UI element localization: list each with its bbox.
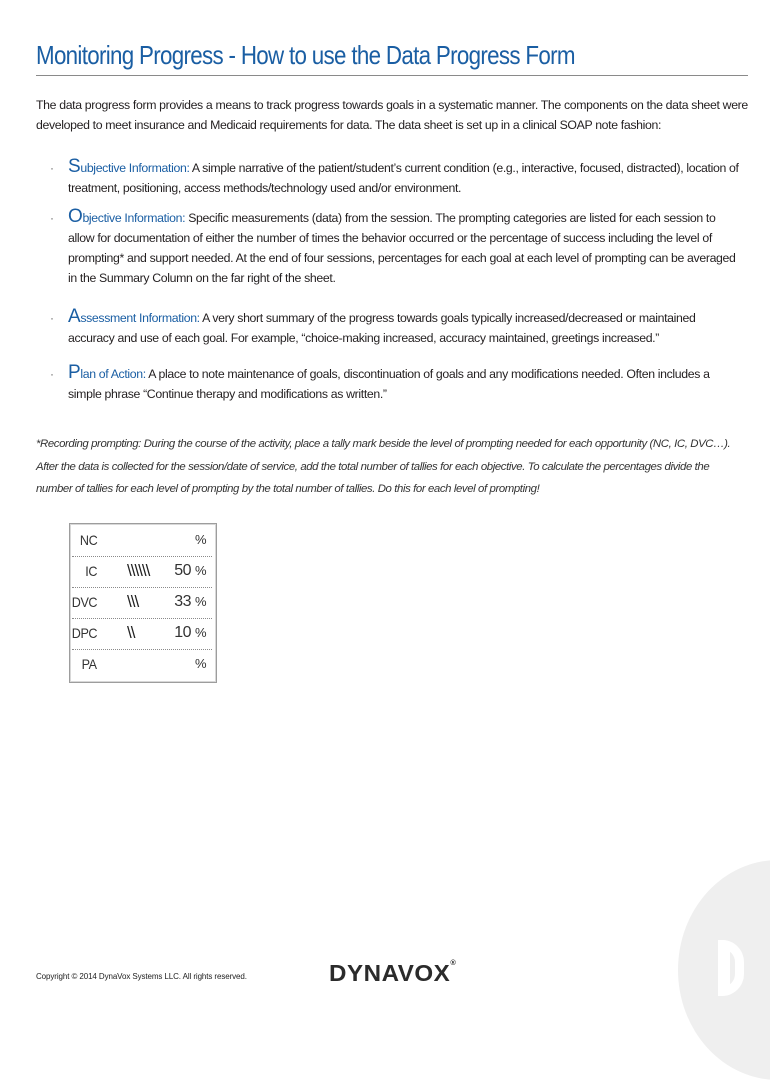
bullet-initial: A	[68, 306, 81, 327]
bullet-dot-icon: ·	[50, 161, 54, 175]
intro-paragraph	[36, 95, 748, 135]
intro-soap: SOAP	[559, 118, 593, 132]
registered-mark: ®	[450, 960, 457, 967]
intro-text-1: The data progress form provides a means to track progress towards goals in a systematic manner. The components on the data sheet were developed to meet insurance and Medicaid requirements for data. The data sheet is set up in a clinical	[36, 98, 748, 132]
percent-sign: %	[194, 532, 206, 547]
percent-sign: %	[194, 625, 206, 640]
bullet-label: ubjective Information:	[80, 161, 190, 175]
bullet-text: Specific measurements (data) from the session. The prompting categories are listed for each session to allow for documentation of either the number of times the behavior occurred or the percentage of success including the level of prompting* and support needed. At the end of four sessions, percentages for each goal at each level of prompting can be averaged in the Summary Column on the far right of the sheet.	[68, 211, 736, 285]
tally-row-pa	[72, 650, 212, 680]
tally-level: DPC	[71, 625, 97, 641]
tally-row-ic	[72, 557, 212, 588]
bullet-assessment	[50, 308, 740, 348]
tally-marks: \\\\\\	[127, 561, 150, 580]
bullet-initial: P	[68, 362, 81, 383]
percent-sign: %	[194, 656, 206, 671]
bullet-subjective	[50, 158, 740, 198]
dynavox-watermark-icon	[678, 860, 770, 1080]
tally-level: IC	[85, 563, 97, 579]
bullet-label: bjective Information:	[82, 211, 186, 225]
copyright-text: Copyright © 2014 DynaVox Systems LLC. All rights reserved.	[36, 972, 247, 981]
bullet-text: A simple narrative of the patient/student’s current condition (e.g., interactive, focused, distracted), location of treatment, positioning, access methods/technology used and/or environment.	[68, 161, 739, 195]
tally-percent	[174, 593, 206, 611]
bullet-initial: O	[68, 206, 83, 227]
percent-sign: %	[194, 563, 206, 578]
tally-row-dvc	[72, 588, 212, 619]
tally-table	[69, 523, 217, 683]
tally-marks: \\\	[127, 592, 139, 611]
tally-level: PA	[82, 656, 97, 672]
page-title: Monitoring Progress - How to use the Data Progress Form	[36, 40, 575, 70]
bullet-plan	[50, 364, 740, 404]
prompting-note: *Recording prompting: During the course of the activity, place a tally mark beside the level of prompting needed for each opportunity (NC, IC, DVC…). After the data is collected for the session/date of service, add the total number of tallies for each objective. To calculate the percentages divide the number of tallies for each level of prompting by the total number of tallies. Do this for each level of prompting!	[36, 438, 731, 495]
tally-percent	[174, 624, 206, 642]
bullet-initial: S	[68, 156, 81, 177]
tally-percent	[195, 531, 206, 549]
tally-level: DVC	[71, 594, 97, 610]
bullet-dot-icon: ·	[50, 211, 54, 225]
watermark-d-icon	[718, 940, 744, 996]
tally-row-dpc	[72, 619, 212, 650]
bullet-text: A very short summary of the progress towards goals typically increased/decreased or maintained accuracy and use of each goal. For example, “choice-making increased, accuracy maintained, greetings increased.”	[68, 311, 696, 345]
tally-value: 10	[174, 624, 191, 641]
percent-sign: %	[194, 594, 206, 609]
tally-percent	[174, 562, 206, 580]
bullet-dot-icon: ·	[50, 311, 54, 325]
tally-percent	[195, 655, 206, 673]
intro-text-2: note fashion:	[592, 118, 662, 132]
dynavox-logo	[329, 960, 456, 987]
tally-marks: \\	[127, 623, 135, 642]
bullet-label: lan of Action:	[80, 367, 146, 381]
logo-text: DYNAVOX	[329, 960, 451, 986]
tally-value: 50	[174, 562, 191, 579]
bullet-objective	[50, 208, 740, 288]
tally-row-nc	[72, 526, 212, 557]
bullet-text: A place to note maintenance of goals, discontinuation of goals and any modifications needed. Often includes a simple phrase “Continue therapy and modifications as written.”	[68, 367, 710, 401]
bullet-dot-icon: ·	[50, 367, 54, 381]
bullet-label: ssessment Information:	[80, 311, 200, 325]
tally-value: 33	[174, 593, 191, 610]
title-divider	[36, 75, 748, 76]
tally-level: NC	[79, 532, 97, 548]
